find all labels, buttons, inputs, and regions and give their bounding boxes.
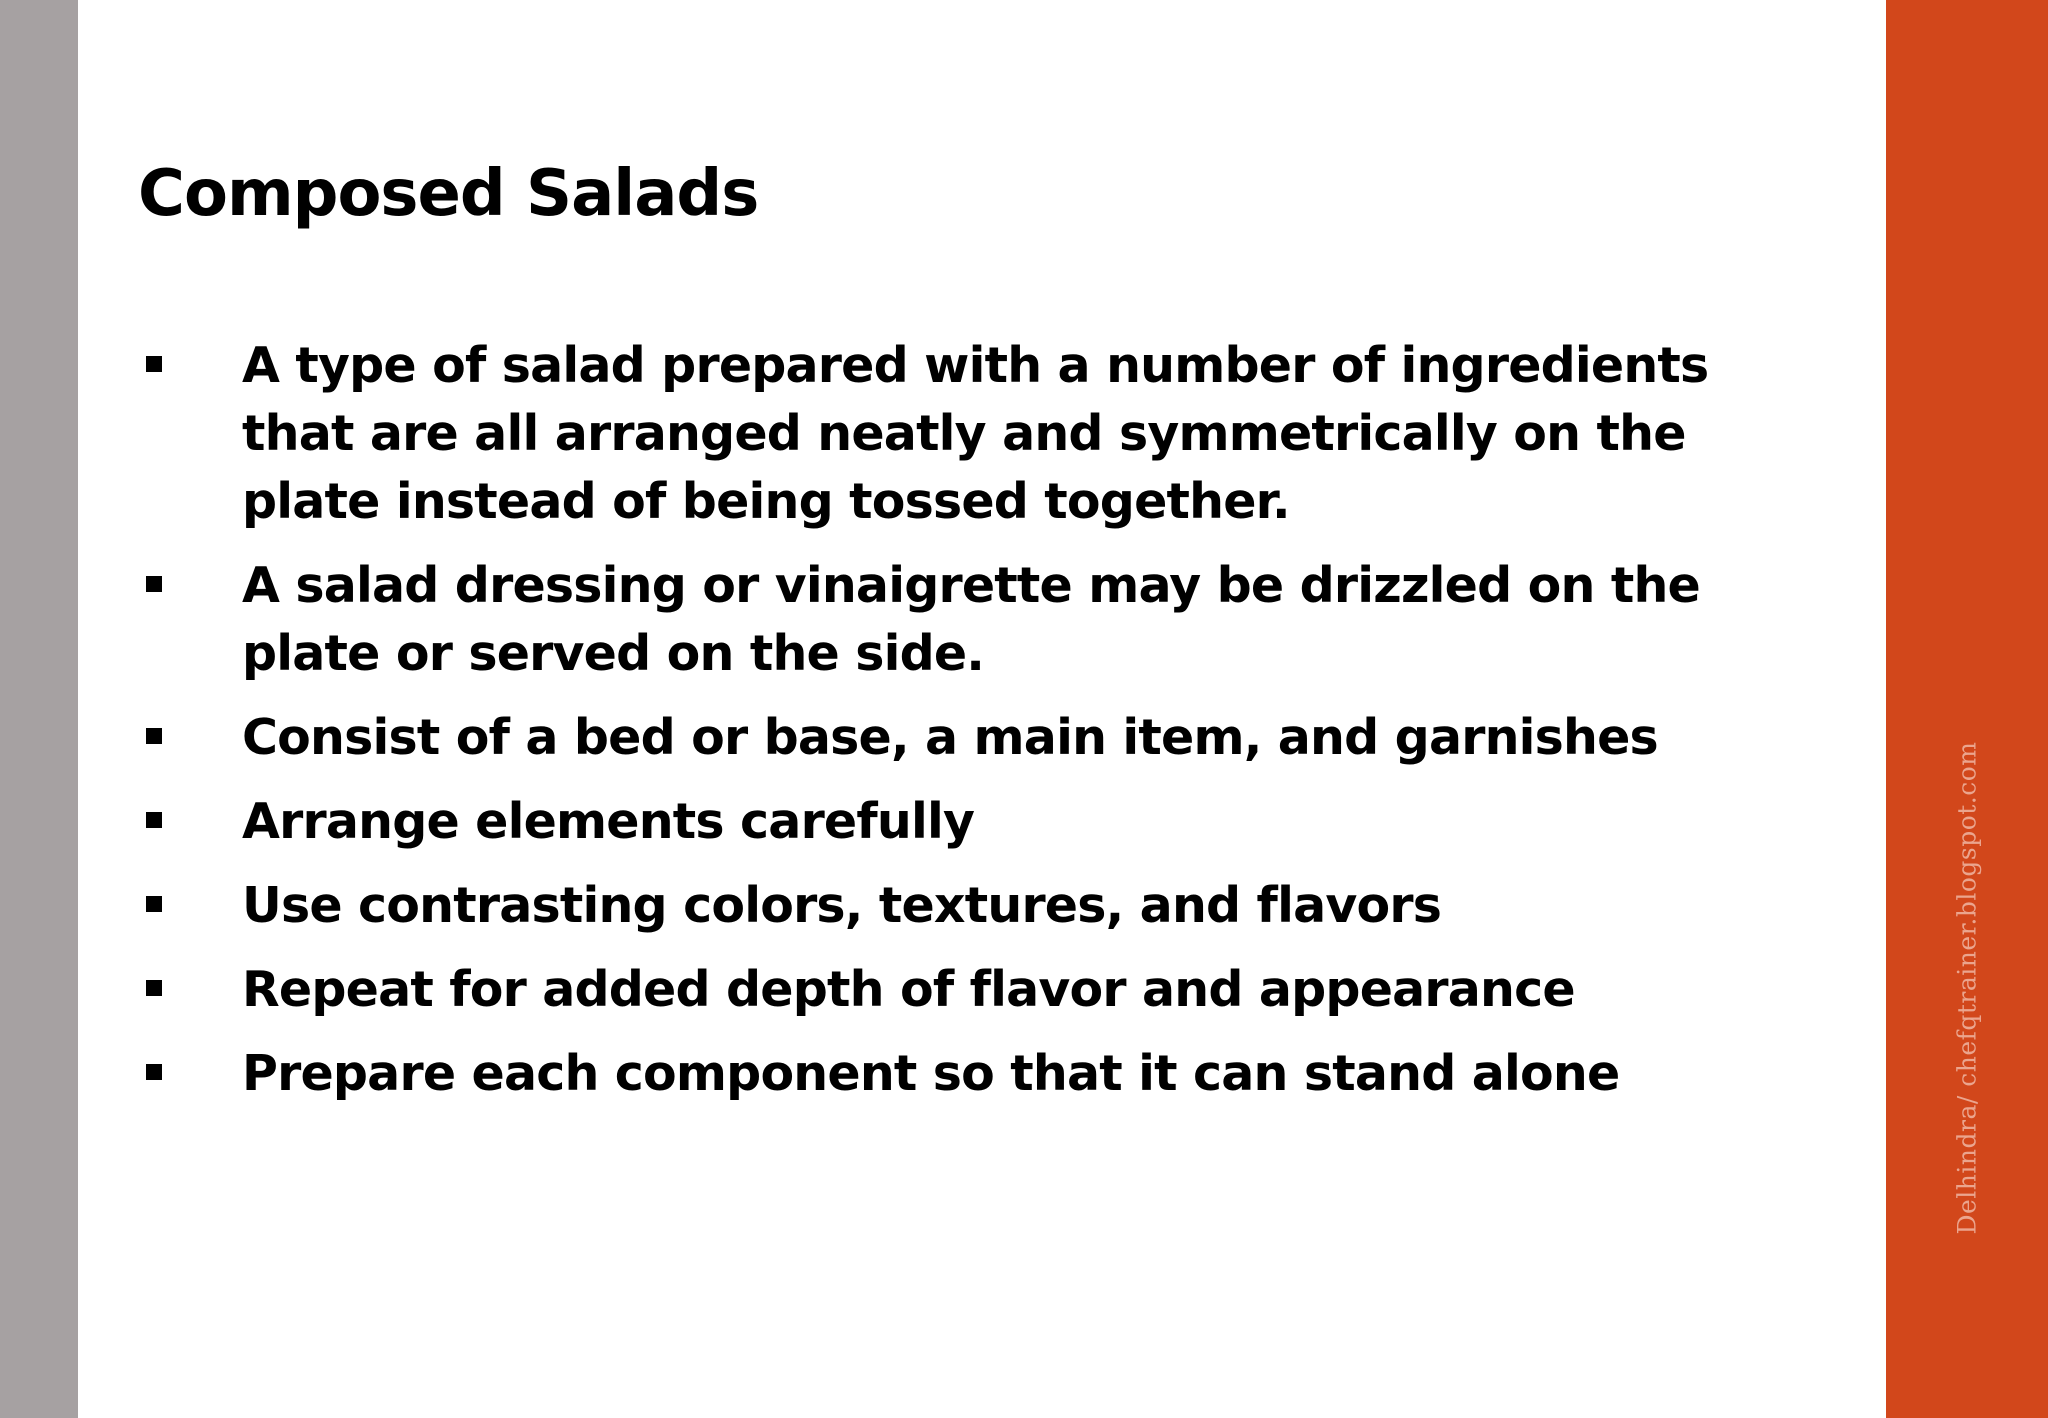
- bullet-item: [138, 704, 1818, 772]
- bullet-item: [138, 956, 1818, 1024]
- bullet-text: Arrange elements carefully: [242, 793, 975, 850]
- slide-title: Composed Salads: [138, 157, 759, 231]
- bullet-text: A type of salad prepared with a number of ingredients that are all arranged neatly and symmetrically on the plate instead of being tossed together.: [242, 337, 1709, 530]
- bullet-item: [138, 1040, 1818, 1108]
- bullet-item: [138, 872, 1818, 940]
- square-bullet-icon: [146, 812, 162, 828]
- bullet-item: [138, 332, 1818, 536]
- bullet-text: Use contrasting colors, textures, and flavors: [242, 877, 1442, 934]
- bullet-item: [138, 552, 1818, 688]
- square-bullet-icon: [146, 576, 162, 592]
- bullet-text: Consist of a bed or base, a main item, and garnishes: [242, 709, 1658, 766]
- bullet-list: [138, 332, 1818, 1124]
- bullet-text: A salad dressing or vinaigrette may be drizzled on the plate or served on the side.: [242, 557, 1700, 682]
- bullet-text: Repeat for added depth of flavor and appearance: [242, 961, 1575, 1018]
- square-bullet-icon: [146, 356, 162, 372]
- square-bullet-icon: [146, 980, 162, 996]
- watermark-text: Delhindra/ chefqtrainer.blogspot.com: [1952, 741, 1982, 1235]
- bullet-text: Prepare each component so that it can stand alone: [242, 1045, 1620, 1102]
- square-bullet-icon: [146, 896, 162, 912]
- square-bullet-icon: [146, 728, 162, 744]
- square-bullet-icon: [146, 1064, 162, 1080]
- bullet-item: [138, 788, 1818, 856]
- left-accent-band: [0, 0, 78, 1418]
